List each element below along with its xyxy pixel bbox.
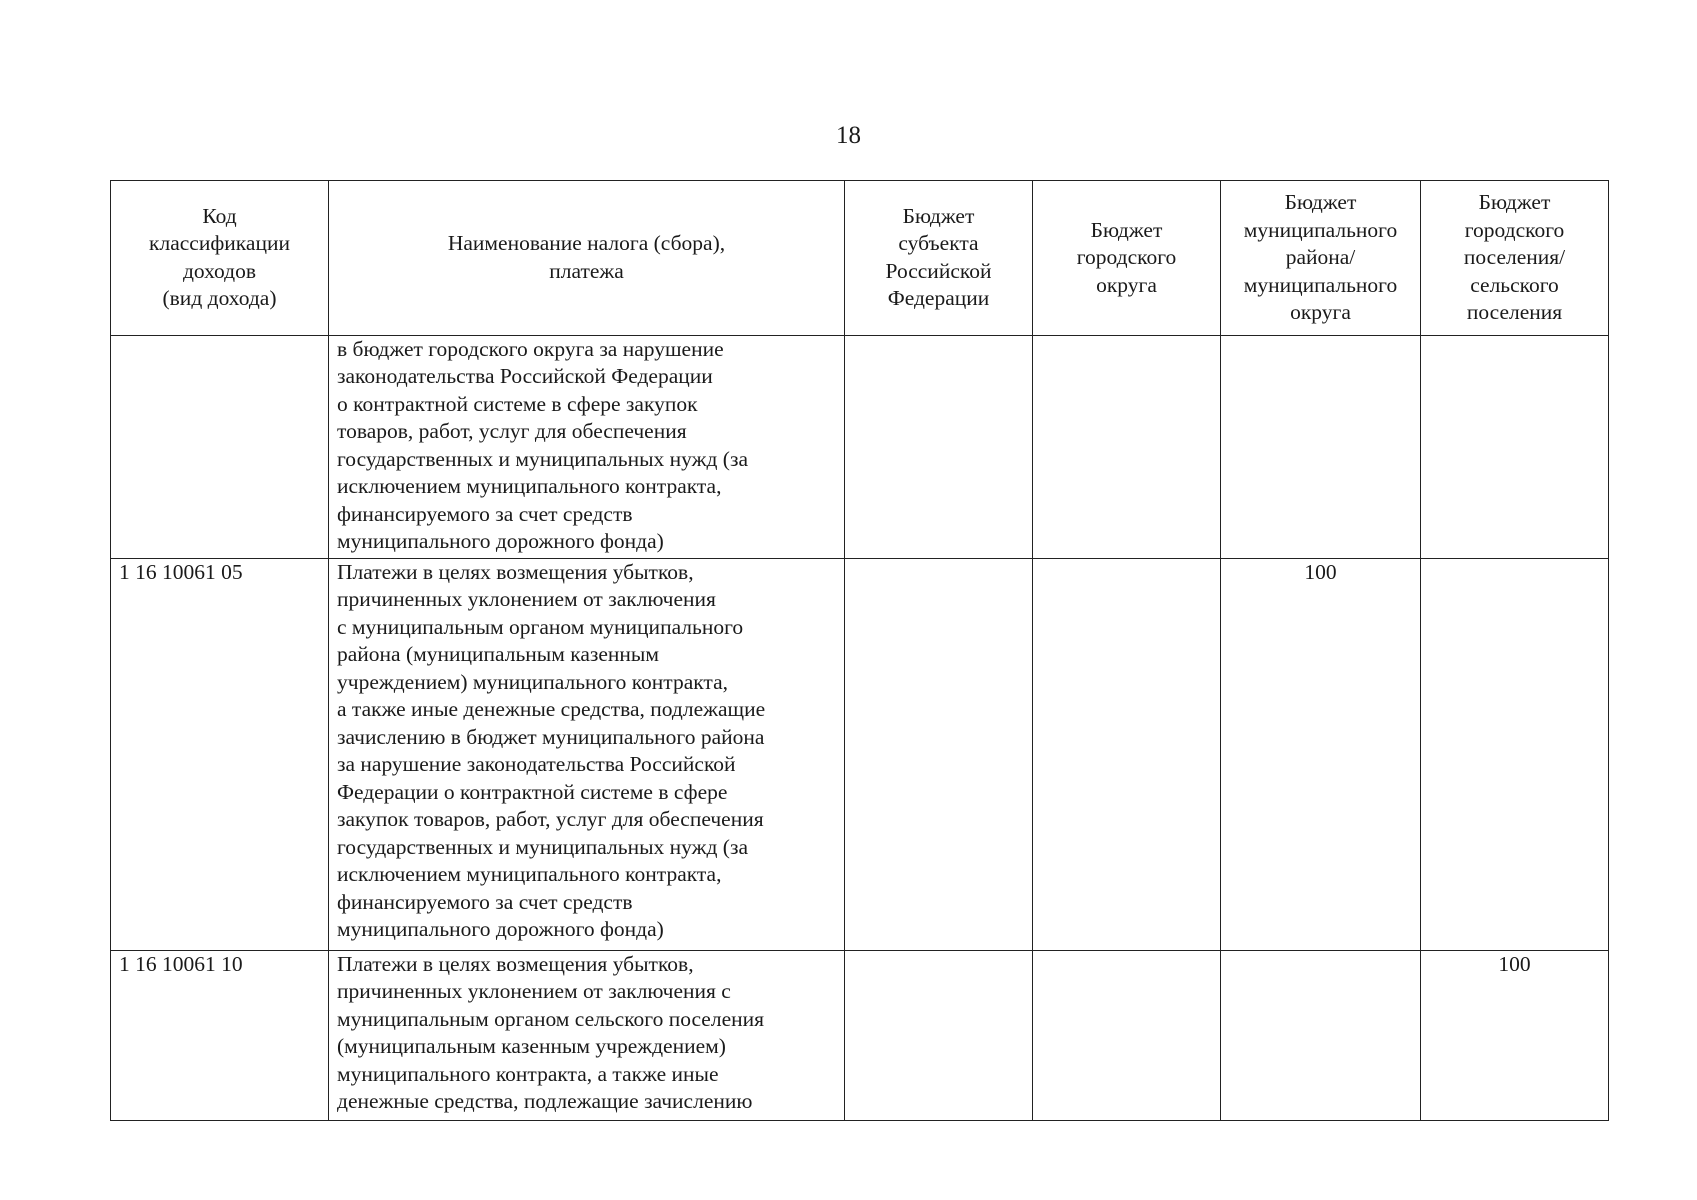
income-classification-table xyxy=(110,180,1609,1121)
page-number: 18 xyxy=(836,122,861,149)
header-code: Код классификации доходов (вид дохода) xyxy=(111,181,329,336)
row-name: Платежи в целях возмещения убытков, причиненных уклонением от заключения с муниципальным органом сельского поселения (муниципальным казенным учреждением) муниципального контракта, а также иные денежные средства, подлежащие зачислению xyxy=(329,950,845,1120)
row-name: Платежи в целях возмещения убытков, причиненных уклонением от заключения с муниципальным органом муниципального района (муниципальным казенным учреждением) муниципального контракта, а также иные денежные средства, подлежащие зачислению в бюджет муниципального района за нарушение законодательства Российской Федерации о контрактной системе в сфере закупок товаров, работ, услуг для обеспечения государственных и муниципальных нужд (за исключением муниципального контракта, финансируемого за счет средств муниципального дорожного фонда) xyxy=(329,558,845,950)
row-city-district-value xyxy=(1033,335,1221,558)
header-settlement-budget: Бюджет городского поселения/ сельского поселения xyxy=(1421,181,1609,336)
header-municipal-district-budget: Бюджет муниципального района/ муниципального округа xyxy=(1221,181,1421,336)
row-code: 1 16 10061 10 xyxy=(111,950,329,1120)
row-settlement-value: 100 xyxy=(1421,950,1609,1120)
row-code xyxy=(111,335,329,558)
row-settlement-value xyxy=(1421,558,1609,950)
header-subject-budget: Бюджет субъекта Российской Федерации xyxy=(845,181,1033,336)
row-city-district-value xyxy=(1033,950,1221,1120)
row-subject-value xyxy=(845,558,1033,950)
table-row xyxy=(111,558,1609,950)
row-municipal-district-value: 100 xyxy=(1221,558,1421,950)
table-header-row xyxy=(111,181,1609,336)
header-city-district-budget: Бюджет городского округа xyxy=(1033,181,1221,336)
row-settlement-value xyxy=(1421,335,1609,558)
row-subject-value xyxy=(845,335,1033,558)
row-code: 1 16 10061 05 xyxy=(111,558,329,950)
row-municipal-district-value xyxy=(1221,950,1421,1120)
row-municipal-district-value xyxy=(1221,335,1421,558)
table-row xyxy=(111,950,1609,1120)
table-row xyxy=(111,335,1609,558)
row-city-district-value xyxy=(1033,558,1221,950)
header-name: Наименование налога (сбора), платежа xyxy=(329,181,845,336)
row-subject-value xyxy=(845,950,1033,1120)
row-name: в бюджет городского округа за нарушение законодательства Российской Федерации о контрактной системе в сфере закупок товаров, работ, услуг для обеспечения государственных и муниципальных нужд (за исключением муниципального контракта, финансируемого за счет средств муниципального дорожного фонда) xyxy=(329,335,845,558)
